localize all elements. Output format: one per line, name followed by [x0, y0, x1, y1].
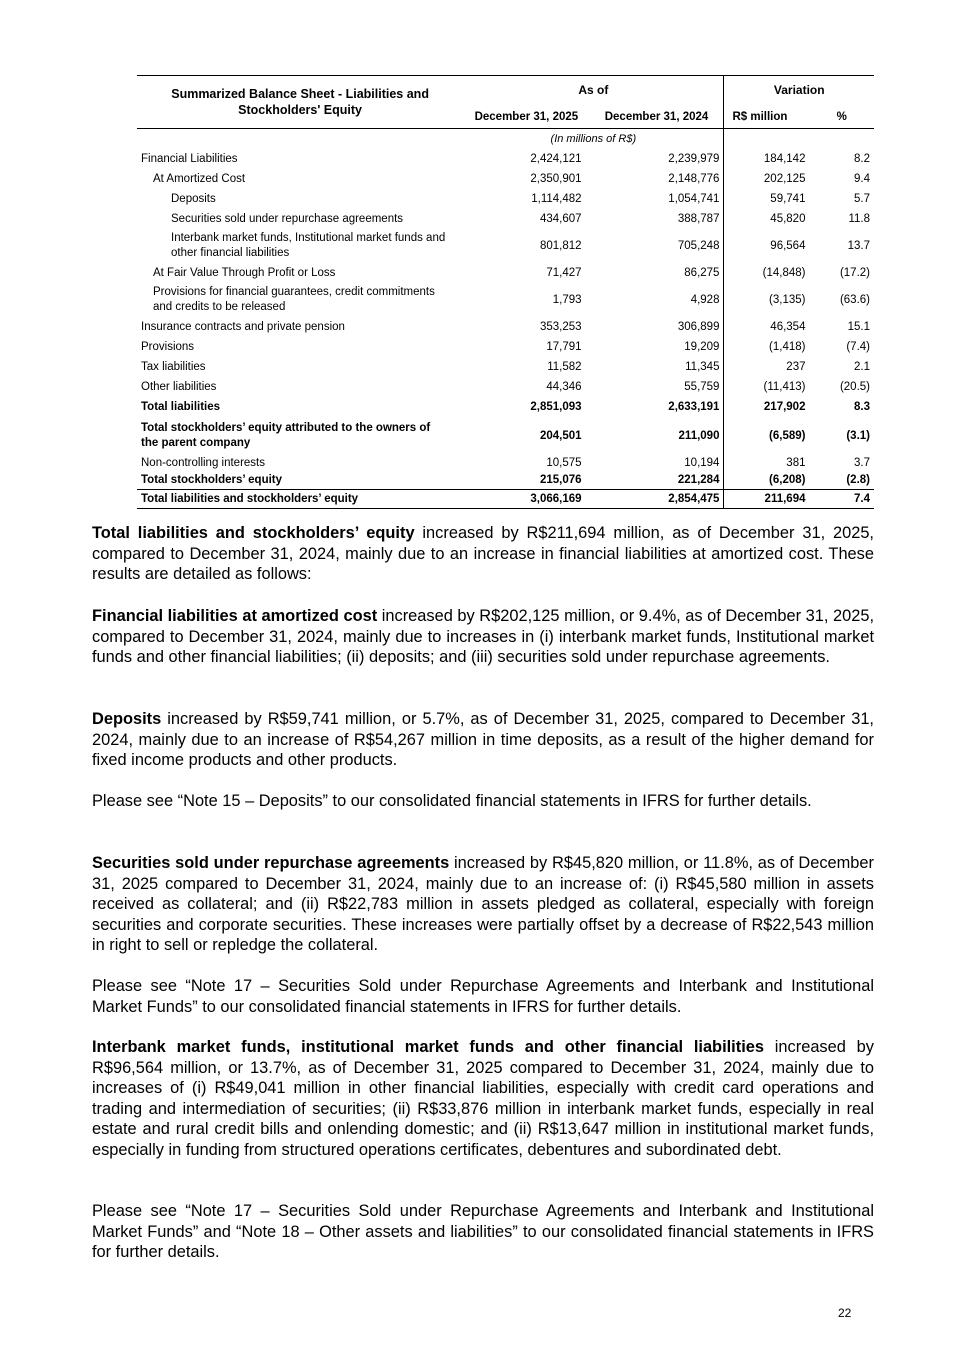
col-header-2024: December 31, 2024 — [604, 110, 709, 123]
table-row — [137, 283, 874, 317]
row-label: Other liabilities — [141, 380, 217, 393]
paragraph-heading: Financial liabilities at amortized cost — [92, 607, 378, 625]
table-row-total-equity — [137, 472, 874, 490]
row-label — [137, 417, 463, 455]
row-label-line1: Total stockholders’ equity attributed to the owners of — [141, 422, 431, 435]
units-note: (In millions of R$) — [550, 132, 637, 145]
value-2025: 11,582 — [547, 360, 582, 373]
variation-value: 381 — [724, 455, 810, 472]
paragraph-interbank — [92, 1037, 874, 1160]
variation-pct: 5.7 — [854, 192, 870, 205]
variation-value: 202,125 — [724, 169, 810, 189]
variation-value: (14,848) — [724, 263, 810, 283]
value-2025: 1,114,482 — [531, 192, 582, 205]
table-row — [137, 317, 874, 337]
value-2025: 1,793 — [552, 293, 582, 306]
row-label-line2: other financial liabilities — [171, 247, 290, 259]
value-2025: 215,076 — [463, 472, 589, 490]
value-2024: 2,854,475 — [590, 490, 724, 509]
variation-value: (1,418) — [724, 337, 810, 357]
table-title-line1: Summarized Balance Sheet - Liabilities and — [171, 86, 429, 101]
table-row — [137, 229, 874, 263]
paragraph-text: Please see “Note 17 – Securities Sold under Repurchase Agreements and Interbank and Institutional Market Funds” and “Note 18 – Other assets and liabilities” to our consolidated financial statements in IFRS for further details. — [92, 1202, 874, 1261]
col-header-2025: December 31, 2025 — [474, 110, 579, 123]
paragraph-heading: Deposits — [92, 710, 162, 728]
paragraph-amortized-cost — [92, 606, 874, 668]
paragraph-text: increased by R$96,564 million, or 13.7%, as of December 31, 2025 compared to December 31, 2024, mainly due to increases of (i) R$49,041 million in other financial liabilities, especially with credit card operations and trading and intermediation of securities; (ii) R$33,876 million in interbank market funds, especially in real estate and rural credit bills and onlending domestic; and (ii) R$13,647 million in institutional market funds, especially in funding from structured operations certificates, debentures and subordinated debt. — [92, 1038, 874, 1159]
value-2024: 306,899 — [677, 320, 720, 333]
table-row — [137, 263, 874, 283]
variation-value: 46,354 — [724, 317, 810, 337]
row-label-line1: Provisions for financial guarantees, credit commitments — [153, 286, 435, 299]
paragraph-text: Please see “Note 15 – Deposits” to our consolidated financial statements in IFRS for further details. — [92, 792, 812, 810]
variation-value: (6,589) — [724, 417, 810, 455]
value-2024: 10,194 — [684, 457, 720, 470]
paragraph-heading: Securities sold under repurchase agreements — [92, 854, 450, 872]
value-2024: 86,275 — [684, 266, 720, 279]
value-2025: 801,812 — [539, 239, 582, 252]
variation-pct: 8.2 — [854, 152, 870, 165]
table-row-grand-total — [137, 490, 874, 509]
paragraph-total-liabilities-equity — [92, 523, 874, 585]
paragraph-text: increased by R$45,820 million, or 11.8%, as of December 31, 2025 compared to December 31, 2024, mainly due to an increase of: (i) R$45,580 million in assets received as collateral; and (ii) R$22,783 million in assets pledged as collateral, especially with foreign securities and corporate securities. These increases were partially offset by a decrease of R$22,543 million in right to sell or repledge the collateral. — [92, 854, 874, 954]
variation-value: 59,741 — [724, 189, 810, 209]
value-2025: 10,575 — [546, 457, 582, 470]
value-2024: 2,239,979 — [668, 152, 720, 165]
variation-pct: (7.4) — [846, 340, 870, 353]
row-label-line2: and credits to be released — [153, 301, 286, 313]
variation-value: 96,564 — [724, 229, 810, 263]
variation-pct: 3.7 — [854, 457, 870, 470]
variation-value: 211,694 — [724, 490, 810, 509]
value-2025: 71,427 — [546, 266, 582, 279]
variation-pct: 9.4 — [854, 172, 870, 185]
variation-pct: 15.1 — [847, 320, 870, 333]
table-row — [137, 377, 874, 397]
value-2024: 211,090 — [678, 429, 720, 442]
variation-pct: 11.8 — [848, 212, 870, 225]
table-title — [137, 76, 463, 129]
paragraph-text: increased by R$59,741 million, or 5.7%, as of December 31, 2025, compared to December 31, 2024, mainly due to an increase of R$54,267 million in time deposits, as a result of the higher demand for fixed income products and other products. — [92, 710, 874, 769]
as-of-header: As of — [578, 83, 609, 98]
row-label: Total liabilities — [141, 400, 221, 413]
table-row — [137, 169, 874, 189]
value-2024: 388,787 — [677, 212, 720, 225]
value-2024: 221,284 — [590, 472, 724, 490]
table-row — [137, 337, 874, 357]
variation-header: Variation — [724, 76, 874, 107]
value-2025: 3,066,169 — [463, 490, 589, 509]
variation-pct: 2.1 — [854, 360, 870, 373]
variation-value: 45,820 — [724, 209, 810, 229]
row-label: Insurance contracts and private pension — [141, 320, 345, 333]
row-label-line1: Interbank market funds, Institutional market funds and — [171, 232, 446, 245]
value-2025: 17,791 — [546, 340, 582, 353]
value-2025: 2,424,121 — [530, 152, 582, 165]
variation-value: 217,902 — [724, 397, 810, 417]
paragraph-heading: Interbank market funds, institutional market funds and other financial liabilities — [92, 1038, 764, 1056]
variation-pct: 7.4 — [809, 490, 874, 509]
value-2024: 705,248 — [677, 239, 720, 252]
value-2024: 11,345 — [685, 360, 720, 373]
paragraph-text: increased by R$211,694 million, as of December 31, 2025, compared to December 31, 2024, mainly due to an increase in financial liabilities at amortized cost. These results are detailed as follows: — [92, 524, 874, 583]
row-label: Total stockholders’ equity — [137, 472, 463, 490]
value-2025: 353,253 — [539, 320, 582, 333]
variation-pct: (20.5) — [839, 380, 870, 393]
row-label: At Fair Value Through Profit or Loss — [153, 266, 336, 279]
value-2024: 2,148,776 — [668, 172, 720, 185]
row-label: Non-controlling interests — [141, 457, 266, 470]
paragraph-note-17-18 — [92, 1201, 874, 1263]
variation-value: (3,135) — [724, 283, 810, 317]
variation-value: 237 — [724, 357, 810, 377]
row-label-line2: the parent company — [141, 437, 251, 449]
col-header-rs-million: R$ million — [724, 106, 810, 129]
value-2025: 434,607 — [539, 212, 582, 225]
value-2025: 2,350,901 — [530, 172, 582, 185]
variation-pct: (3.1) — [846, 429, 870, 442]
col-header-pct: % — [836, 110, 847, 123]
value-2024: 2,633,191 — [668, 400, 720, 413]
page-number: 22 — [838, 1306, 852, 1320]
paragraph-deposits — [92, 709, 874, 771]
paragraph-note-17 — [92, 976, 874, 1017]
row-label: Provisions — [141, 340, 195, 353]
variation-value: (6,208) — [724, 472, 810, 490]
row-label: At Amortized Cost — [153, 172, 246, 185]
table-row-parent-equity — [137, 417, 874, 455]
table-row — [137, 455, 874, 472]
variation-pct: (63.6) — [839, 293, 870, 306]
variation-value: 184,142 — [724, 149, 810, 169]
table-row — [137, 189, 874, 209]
variation-pct: (2.8) — [809, 472, 874, 490]
row-label — [137, 229, 463, 263]
table-row — [137, 357, 874, 377]
row-label: Tax liabilities — [141, 360, 206, 373]
value-2024: 4,928 — [690, 293, 720, 306]
value-2025: 2,851,093 — [530, 400, 582, 413]
variation-value: (11,413) — [724, 377, 810, 397]
value-2025: 44,346 — [546, 380, 582, 393]
variation-pct: 8.3 — [854, 400, 870, 413]
paragraph-note-15 — [92, 791, 874, 812]
paragraph-heading: Total liabilities and stockholders’ equity — [92, 524, 415, 542]
row-label: Total liabilities and stockholders’ equity — [137, 490, 463, 509]
paragraph-text: Please see “Note 17 – Securities Sold under Repurchase Agreements and Interbank and Institutional Market Funds” to our consolidated financial statements in IFRS for further details. — [92, 977, 874, 1016]
balance-sheet-table — [137, 75, 874, 509]
row-label — [137, 283, 463, 317]
value-2024: 1,054,741 — [668, 192, 720, 205]
row-label: Securities sold under repurchase agreements — [171, 212, 404, 225]
variation-pct: (17.2) — [839, 266, 870, 279]
row-label: Deposits — [171, 192, 216, 205]
value-2024: 19,209 — [684, 340, 720, 353]
paragraph-text: increased by R$202,125 million, or 9.4%, as of December 31, 2025, compared to December 31, 2024, mainly due to increases in (i) interbank market funds, Institutional market funds and other financial liabilities; (ii) deposits; and (iii) securities sold under repurchase agreements. — [92, 607, 874, 666]
variation-pct: 13.7 — [847, 239, 870, 252]
table-row — [137, 149, 874, 169]
paragraph-repurchase — [92, 853, 874, 956]
table-row-total-liabilities — [137, 397, 874, 417]
value-2025: 204,501 — [539, 429, 582, 442]
table-title-line2: Stockholders' Equity — [238, 103, 362, 117]
value-2024: 55,759 — [684, 380, 720, 393]
table-row — [137, 209, 874, 229]
row-label: Financial Liabilities — [141, 152, 238, 165]
